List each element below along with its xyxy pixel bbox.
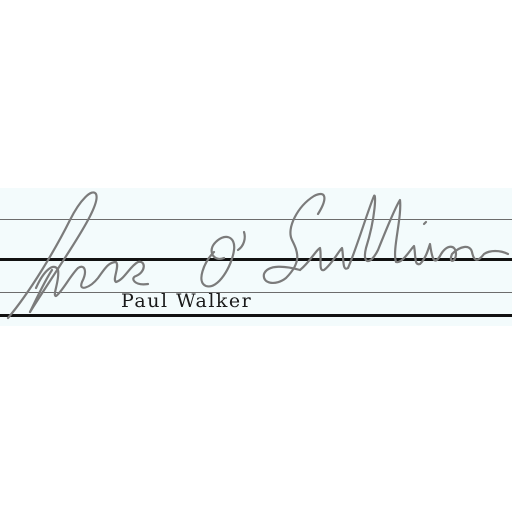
signature-stroke-i-dot [424, 222, 426, 224]
signature-stroke-o [201, 237, 234, 287]
signature-stroke-s [264, 194, 325, 283]
signature-stroke-i [8, 192, 97, 318]
printed-name-label: Paul Walker [121, 290, 253, 312]
signature-stroke-apostrophe [238, 232, 245, 250]
signature-stroke-ullivan [300, 196, 508, 271]
